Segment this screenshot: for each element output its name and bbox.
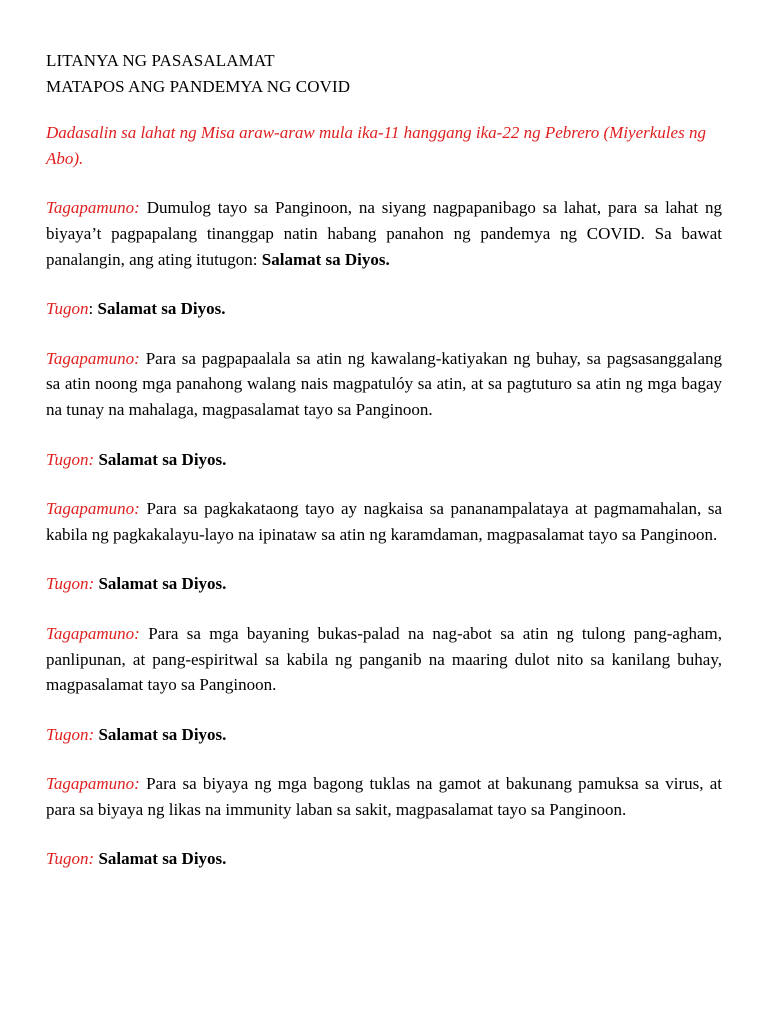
response-label: Tugon: xyxy=(46,849,95,869)
response-line xyxy=(46,296,722,322)
response-line xyxy=(46,571,722,597)
intro-paragraph xyxy=(46,195,722,272)
response-separator: : xyxy=(88,299,98,319)
petition-text: Para sa pagpapaalala sa atin ng kawalang-katiyakan ng buhay, sa pagsasanggalang sa atin noong mga panahong walang nais magpatulóy sa atin, at sa pagtuturo sa atin ng mga bagay na tunay na mahalaga, magpasalamat tayo sa Panginoon. xyxy=(46,348,722,419)
document-content xyxy=(46,48,722,872)
petition-paragraph xyxy=(46,346,722,423)
response-label: Tugon: xyxy=(46,574,95,594)
response-text: Salamat sa Diyos. xyxy=(98,849,227,869)
response-label: Tugon: xyxy=(46,724,95,744)
response-line xyxy=(46,846,722,872)
response-text: Salamat sa Diyos. xyxy=(97,299,226,319)
title-line-1: LITANYA NG PASASALAMAT xyxy=(46,51,275,70)
rubric-instruction: Dadasalin sa lahat ng Misa araw-araw mula ika-11 hanggang ika-22 ng Pebrero (Miyerkules ng Abo). xyxy=(46,123,706,168)
petition-paragraph xyxy=(46,621,722,698)
response-line xyxy=(46,447,722,473)
response-label: Tugon xyxy=(46,299,89,319)
petition-text: Para sa biyaya ng mga bagong tuklas na gamot at bakunang pamuksa sa virus, at para sa biyaya ng likas na immunity laban sa sakit, magpasalamat tayo sa Panginoon. xyxy=(46,774,722,819)
leader-label: Tagapamuno: xyxy=(46,198,140,218)
response-text: Salamat sa Diyos. xyxy=(98,724,227,744)
document-title xyxy=(46,48,722,99)
intro-response-bold: Salamat sa Diyos. xyxy=(261,249,390,269)
leader-label: Tagapamuno: xyxy=(46,774,140,794)
leader-label: Tagapamuno: xyxy=(46,499,140,519)
title-line-2: MATAPOS ANG PANDEMYA NG COVID xyxy=(46,76,351,96)
petition-paragraph xyxy=(46,771,722,822)
petition-paragraph xyxy=(46,496,722,547)
response-line xyxy=(46,722,722,748)
response-text: Salamat sa Diyos. xyxy=(98,574,227,594)
response-text: Salamat sa Diyos. xyxy=(98,449,227,469)
leader-label: Tagapamuno: xyxy=(46,623,140,643)
petition-text: Para sa mga bayaning bukas-palad na nag-abot sa atin ng tulong pang-agham, panlipunan, at pang-espiritwal sa kabila ng panganib na maaring dulot nito sa kanilang buhay, magpasalamat tayo sa Panginoon. xyxy=(46,623,722,695)
petition-text: Para sa pagkakataong tayo ay nagkaisa sa pananampalataya at pagmamahalan, sa kabila ng pagkakalayu-layo na ipinataw sa atin ng karamdaman, magpasalamat tayo sa Panginoon. xyxy=(46,499,722,544)
response-label: Tugon: xyxy=(46,449,95,469)
leader-label: Tagapamuno: xyxy=(46,348,140,368)
intro-text: Dumulog tayo sa Panginoon, na siyang nagpapanibago sa lahat, para sa lahat ng biyaya’t pagpapalang tinanggap natin habang panahon ng pandemya ng COVID. Sa bawat panalangin, ang ating itutugon: xyxy=(46,198,722,269)
